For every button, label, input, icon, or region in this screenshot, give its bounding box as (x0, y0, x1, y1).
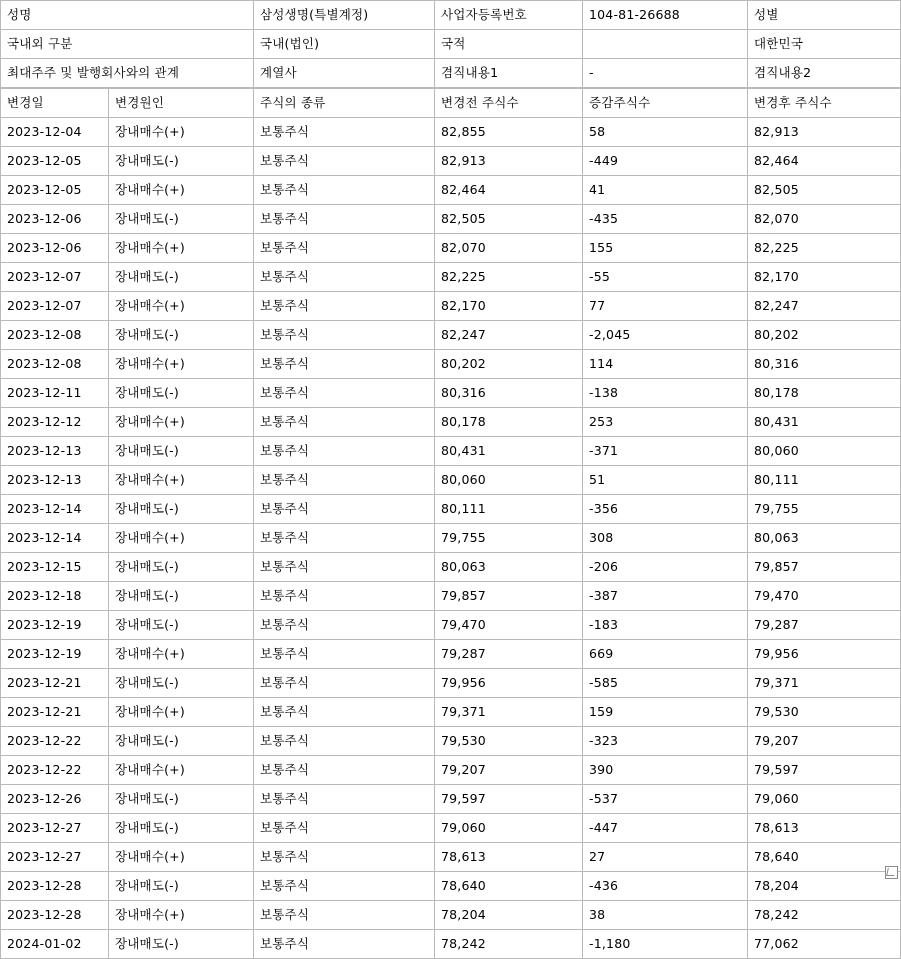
cell-share-type: 보통주식 (254, 263, 435, 292)
cell-cause: 장내매수(+) (109, 843, 254, 872)
cell-shares-after: 80,060 (748, 437, 901, 466)
cell-shares-after: 82,505 (748, 176, 901, 205)
table-row (1, 147, 901, 176)
cell-share-type: 보통주식 (254, 930, 435, 959)
cell-share-change: -537 (583, 785, 748, 814)
resize-corner-icon (885, 866, 898, 879)
table-row (1, 669, 901, 698)
cell-shares-before: 82,505 (435, 205, 583, 234)
cell-share-type: 보통주식 (254, 843, 435, 872)
info-cell: 국적 (435, 30, 583, 59)
cell-share-type: 보통주식 (254, 698, 435, 727)
cell-shares-after: 78,204 (748, 872, 901, 901)
cell-share-change: -447 (583, 814, 748, 843)
cell-share-type: 보통주식 (254, 495, 435, 524)
cell-share-change: 159 (583, 698, 748, 727)
cell-cause: 장내매도(-) (109, 872, 254, 901)
cell-share-change: 51 (583, 466, 748, 495)
info-cell: 성명 (1, 1, 254, 30)
column-header-shares-after: 변경후 주식수 (748, 89, 901, 118)
cell-share-change: -55 (583, 263, 748, 292)
cell-shares-after: 79,857 (748, 553, 901, 582)
cell-shares-before: 80,111 (435, 495, 583, 524)
cell-share-change: -387 (583, 582, 748, 611)
table-row (1, 640, 901, 669)
cell-date: 2023-12-11 (1, 379, 109, 408)
cell-shares-before: 82,464 (435, 176, 583, 205)
table-row (1, 379, 901, 408)
cell-cause: 장내매도(-) (109, 379, 254, 408)
cell-cause: 장내매도(-) (109, 669, 254, 698)
cell-share-type: 보통주식 (254, 321, 435, 350)
cell-shares-after: 79,755 (748, 495, 901, 524)
cell-shares-before: 82,855 (435, 118, 583, 147)
table-row (1, 901, 901, 930)
cell-cause: 장내매수(+) (109, 234, 254, 263)
cell-cause: 장내매도(-) (109, 321, 254, 350)
cell-shares-after: 78,242 (748, 901, 901, 930)
cell-shares-before: 80,316 (435, 379, 583, 408)
cell-shares-after: 80,063 (748, 524, 901, 553)
cell-share-type: 보통주식 (254, 437, 435, 466)
cell-share-change: -449 (583, 147, 748, 176)
cell-date: 2023-12-19 (1, 611, 109, 640)
cell-shares-after: 79,956 (748, 640, 901, 669)
cell-shares-after: 80,111 (748, 466, 901, 495)
cell-shares-after: 79,597 (748, 756, 901, 785)
cell-shares-before: 78,204 (435, 901, 583, 930)
cell-cause: 장내매도(-) (109, 205, 254, 234)
share-change-table (0, 88, 901, 959)
cell-cause: 장내매수(+) (109, 176, 254, 205)
info-body (1, 1, 901, 88)
cell-cause: 장내매수(+) (109, 640, 254, 669)
cell-share-type: 보통주식 (254, 292, 435, 321)
cell-share-change: 253 (583, 408, 748, 437)
cell-share-change: 390 (583, 756, 748, 785)
cell-shares-before: 79,060 (435, 814, 583, 843)
info-row (1, 59, 901, 88)
cell-cause: 장내매도(-) (109, 495, 254, 524)
info-cell: 대한민국 (748, 30, 901, 59)
cell-shares-after: 80,316 (748, 350, 901, 379)
table-body (1, 118, 901, 959)
info-cell: 계열사 (254, 59, 435, 88)
column-header-share-type: 주식의 종류 (254, 89, 435, 118)
cell-shares-after: 78,613 (748, 814, 901, 843)
table-row (1, 756, 901, 785)
cell-shares-before: 82,170 (435, 292, 583, 321)
column-header-date: 변경일 (1, 89, 109, 118)
table-row (1, 930, 901, 959)
cell-share-type: 보통주식 (254, 408, 435, 437)
cell-cause: 장내매도(-) (109, 553, 254, 582)
column-header-shares-before: 변경전 주식수 (435, 89, 583, 118)
cell-share-change: 77 (583, 292, 748, 321)
cell-date: 2023-12-22 (1, 727, 109, 756)
cell-shares-after: 82,070 (748, 205, 901, 234)
cell-share-change: -323 (583, 727, 748, 756)
table-header (1, 89, 901, 118)
table-row (1, 582, 901, 611)
table-row (1, 814, 901, 843)
cell-share-change: 38 (583, 901, 748, 930)
table-row (1, 118, 901, 147)
column-header-cause: 변경원인 (109, 89, 254, 118)
cell-share-change: -138 (583, 379, 748, 408)
cell-date: 2023-12-26 (1, 785, 109, 814)
cell-cause: 장내매수(+) (109, 524, 254, 553)
cell-share-change: 114 (583, 350, 748, 379)
cell-share-type: 보통주식 (254, 524, 435, 553)
cell-share-change: 58 (583, 118, 748, 147)
cell-shares-before: 78,640 (435, 872, 583, 901)
cell-shares-before: 79,470 (435, 611, 583, 640)
info-row (1, 30, 901, 59)
cell-cause: 장내매도(-) (109, 727, 254, 756)
cell-shares-after: 82,464 (748, 147, 901, 176)
cell-cause: 장내매도(-) (109, 582, 254, 611)
cell-share-change: -435 (583, 205, 748, 234)
cell-shares-before: 79,371 (435, 698, 583, 727)
info-cell (583, 30, 748, 59)
cell-cause: 장내매도(-) (109, 930, 254, 959)
table-row (1, 408, 901, 437)
table-row (1, 292, 901, 321)
cell-share-type: 보통주식 (254, 611, 435, 640)
cell-shares-after: 77,062 (748, 930, 901, 959)
cell-shares-after: 79,060 (748, 785, 901, 814)
cell-cause: 장내매수(+) (109, 466, 254, 495)
cell-cause: 장내매수(+) (109, 350, 254, 379)
cell-shares-before: 80,431 (435, 437, 583, 466)
cell-share-type: 보통주식 (254, 785, 435, 814)
info-cell: 성별 (748, 1, 901, 30)
cell-date: 2023-12-22 (1, 756, 109, 785)
cell-shares-before: 82,070 (435, 234, 583, 263)
cell-share-type: 보통주식 (254, 669, 435, 698)
cell-share-type: 보통주식 (254, 176, 435, 205)
cell-share-type: 보통주식 (254, 553, 435, 582)
cell-shares-after: 82,225 (748, 234, 901, 263)
cell-cause: 장내매도(-) (109, 263, 254, 292)
cell-date: 2023-12-21 (1, 669, 109, 698)
info-cell: 삼성생명(특별계정) (254, 1, 435, 30)
cell-shares-before: 80,063 (435, 553, 583, 582)
cell-share-type: 보통주식 (254, 582, 435, 611)
cell-share-change: -206 (583, 553, 748, 582)
cell-date: 2023-12-28 (1, 901, 109, 930)
cell-share-change: -183 (583, 611, 748, 640)
cell-cause: 장내매도(-) (109, 437, 254, 466)
info-cell: 겸직내용1 (435, 59, 583, 88)
cell-share-change: 155 (583, 234, 748, 263)
table-row (1, 234, 901, 263)
cell-date: 2023-12-13 (1, 437, 109, 466)
cell-share-type: 보통주식 (254, 234, 435, 263)
cell-date: 2023-12-12 (1, 408, 109, 437)
cell-share-type: 보통주식 (254, 727, 435, 756)
cell-share-type: 보통주식 (254, 379, 435, 408)
table-row (1, 466, 901, 495)
cell-shares-after: 80,431 (748, 408, 901, 437)
cell-shares-before: 79,857 (435, 582, 583, 611)
cell-share-type: 보통주식 (254, 350, 435, 379)
cell-shares-before: 80,178 (435, 408, 583, 437)
cell-shares-before: 79,956 (435, 669, 583, 698)
cell-date: 2023-12-27 (1, 814, 109, 843)
cell-shares-before: 79,207 (435, 756, 583, 785)
cell-cause: 장내매도(-) (109, 147, 254, 176)
cell-shares-after: 80,202 (748, 321, 901, 350)
info-cell: 사업자등록번호 (435, 1, 583, 30)
cell-shares-before: 80,060 (435, 466, 583, 495)
cell-share-change: 41 (583, 176, 748, 205)
cell-shares-before: 82,913 (435, 147, 583, 176)
cell-cause: 장내매수(+) (109, 901, 254, 930)
cell-date: 2023-12-14 (1, 524, 109, 553)
table-row (1, 321, 901, 350)
cell-share-change: 27 (583, 843, 748, 872)
cell-cause: 장내매도(-) (109, 814, 254, 843)
cell-share-type: 보통주식 (254, 147, 435, 176)
cell-shares-after: 79,530 (748, 698, 901, 727)
info-cell: 104-81-26688 (583, 1, 748, 30)
info-cell: - (583, 59, 748, 88)
cell-date: 2023-12-15 (1, 553, 109, 582)
table-row (1, 205, 901, 234)
cell-shares-after: 82,913 (748, 118, 901, 147)
cell-cause: 장내매수(+) (109, 118, 254, 147)
cell-share-change: -436 (583, 872, 748, 901)
header-row (1, 89, 901, 118)
cell-shares-after: 79,470 (748, 582, 901, 611)
cell-share-type: 보통주식 (254, 118, 435, 147)
cell-cause: 장내매도(-) (109, 785, 254, 814)
cell-date: 2023-12-05 (1, 176, 109, 205)
cell-share-type: 보통주식 (254, 901, 435, 930)
column-header-share-change: 증감주식수 (583, 89, 748, 118)
info-cell: 국내(법인) (254, 30, 435, 59)
cell-shares-before: 79,755 (435, 524, 583, 553)
cell-date: 2023-12-21 (1, 698, 109, 727)
shareholder-info-table (0, 0, 901, 88)
cell-shares-before: 82,225 (435, 263, 583, 292)
cell-shares-after: 82,170 (748, 263, 901, 292)
cell-share-change: 669 (583, 640, 748, 669)
cell-share-change: -371 (583, 437, 748, 466)
cell-share-type: 보통주식 (254, 814, 435, 843)
cell-share-change: -356 (583, 495, 748, 524)
cell-cause: 장내매수(+) (109, 408, 254, 437)
cell-date: 2024-01-02 (1, 930, 109, 959)
cell-cause: 장내매수(+) (109, 292, 254, 321)
cell-shares-before: 80,202 (435, 350, 583, 379)
cell-cause: 장내매수(+) (109, 698, 254, 727)
cell-share-change: -1,180 (583, 930, 748, 959)
table-row (1, 524, 901, 553)
cell-date: 2023-12-06 (1, 234, 109, 263)
cell-share-type: 보통주식 (254, 756, 435, 785)
cell-shares-before: 78,613 (435, 843, 583, 872)
table-row (1, 727, 901, 756)
cell-date: 2023-12-08 (1, 350, 109, 379)
cell-shares-before: 79,597 (435, 785, 583, 814)
cell-shares-before: 82,247 (435, 321, 583, 350)
cell-date: 2023-12-07 (1, 263, 109, 292)
table-row (1, 263, 901, 292)
cell-shares-after: 79,207 (748, 727, 901, 756)
cell-share-change: -2,045 (583, 321, 748, 350)
cell-share-type: 보통주식 (254, 466, 435, 495)
cell-shares-before: 79,530 (435, 727, 583, 756)
cell-share-change: 308 (583, 524, 748, 553)
info-cell: 국내외 구분 (1, 30, 254, 59)
cell-share-type: 보통주식 (254, 640, 435, 669)
table-row (1, 350, 901, 379)
cell-date: 2023-12-05 (1, 147, 109, 176)
info-cell: 겸직내용2 (748, 59, 901, 88)
cell-date: 2023-12-19 (1, 640, 109, 669)
table-row (1, 437, 901, 466)
info-row (1, 1, 901, 30)
table-row (1, 553, 901, 582)
table-row (1, 843, 901, 872)
cell-shares-after: 82,247 (748, 292, 901, 321)
cell-date: 2023-12-08 (1, 321, 109, 350)
cell-share-change: -585 (583, 669, 748, 698)
cell-shares-after: 79,287 (748, 611, 901, 640)
cell-shares-after: 78,640 (748, 843, 901, 872)
cell-date: 2023-12-14 (1, 495, 109, 524)
cell-cause: 장내매수(+) (109, 756, 254, 785)
info-cell: 최대주주 및 발행회사와의 관계 (1, 59, 254, 88)
table-row (1, 698, 901, 727)
table-row (1, 611, 901, 640)
cell-date: 2023-12-04 (1, 118, 109, 147)
cell-date: 2023-12-07 (1, 292, 109, 321)
cell-share-type: 보통주식 (254, 872, 435, 901)
cell-shares-after: 80,178 (748, 379, 901, 408)
cell-date: 2023-12-28 (1, 872, 109, 901)
table-row (1, 785, 901, 814)
cell-shares-after: 79,371 (748, 669, 901, 698)
cell-cause: 장내매도(-) (109, 611, 254, 640)
cell-shares-before: 78,242 (435, 930, 583, 959)
cell-shares-before: 79,287 (435, 640, 583, 669)
table-row (1, 872, 901, 901)
cell-date: 2023-12-13 (1, 466, 109, 495)
table-row (1, 495, 901, 524)
cell-date: 2023-12-27 (1, 843, 109, 872)
table-row (1, 176, 901, 205)
cell-share-type: 보통주식 (254, 205, 435, 234)
cell-date: 2023-12-06 (1, 205, 109, 234)
cell-date: 2023-12-18 (1, 582, 109, 611)
